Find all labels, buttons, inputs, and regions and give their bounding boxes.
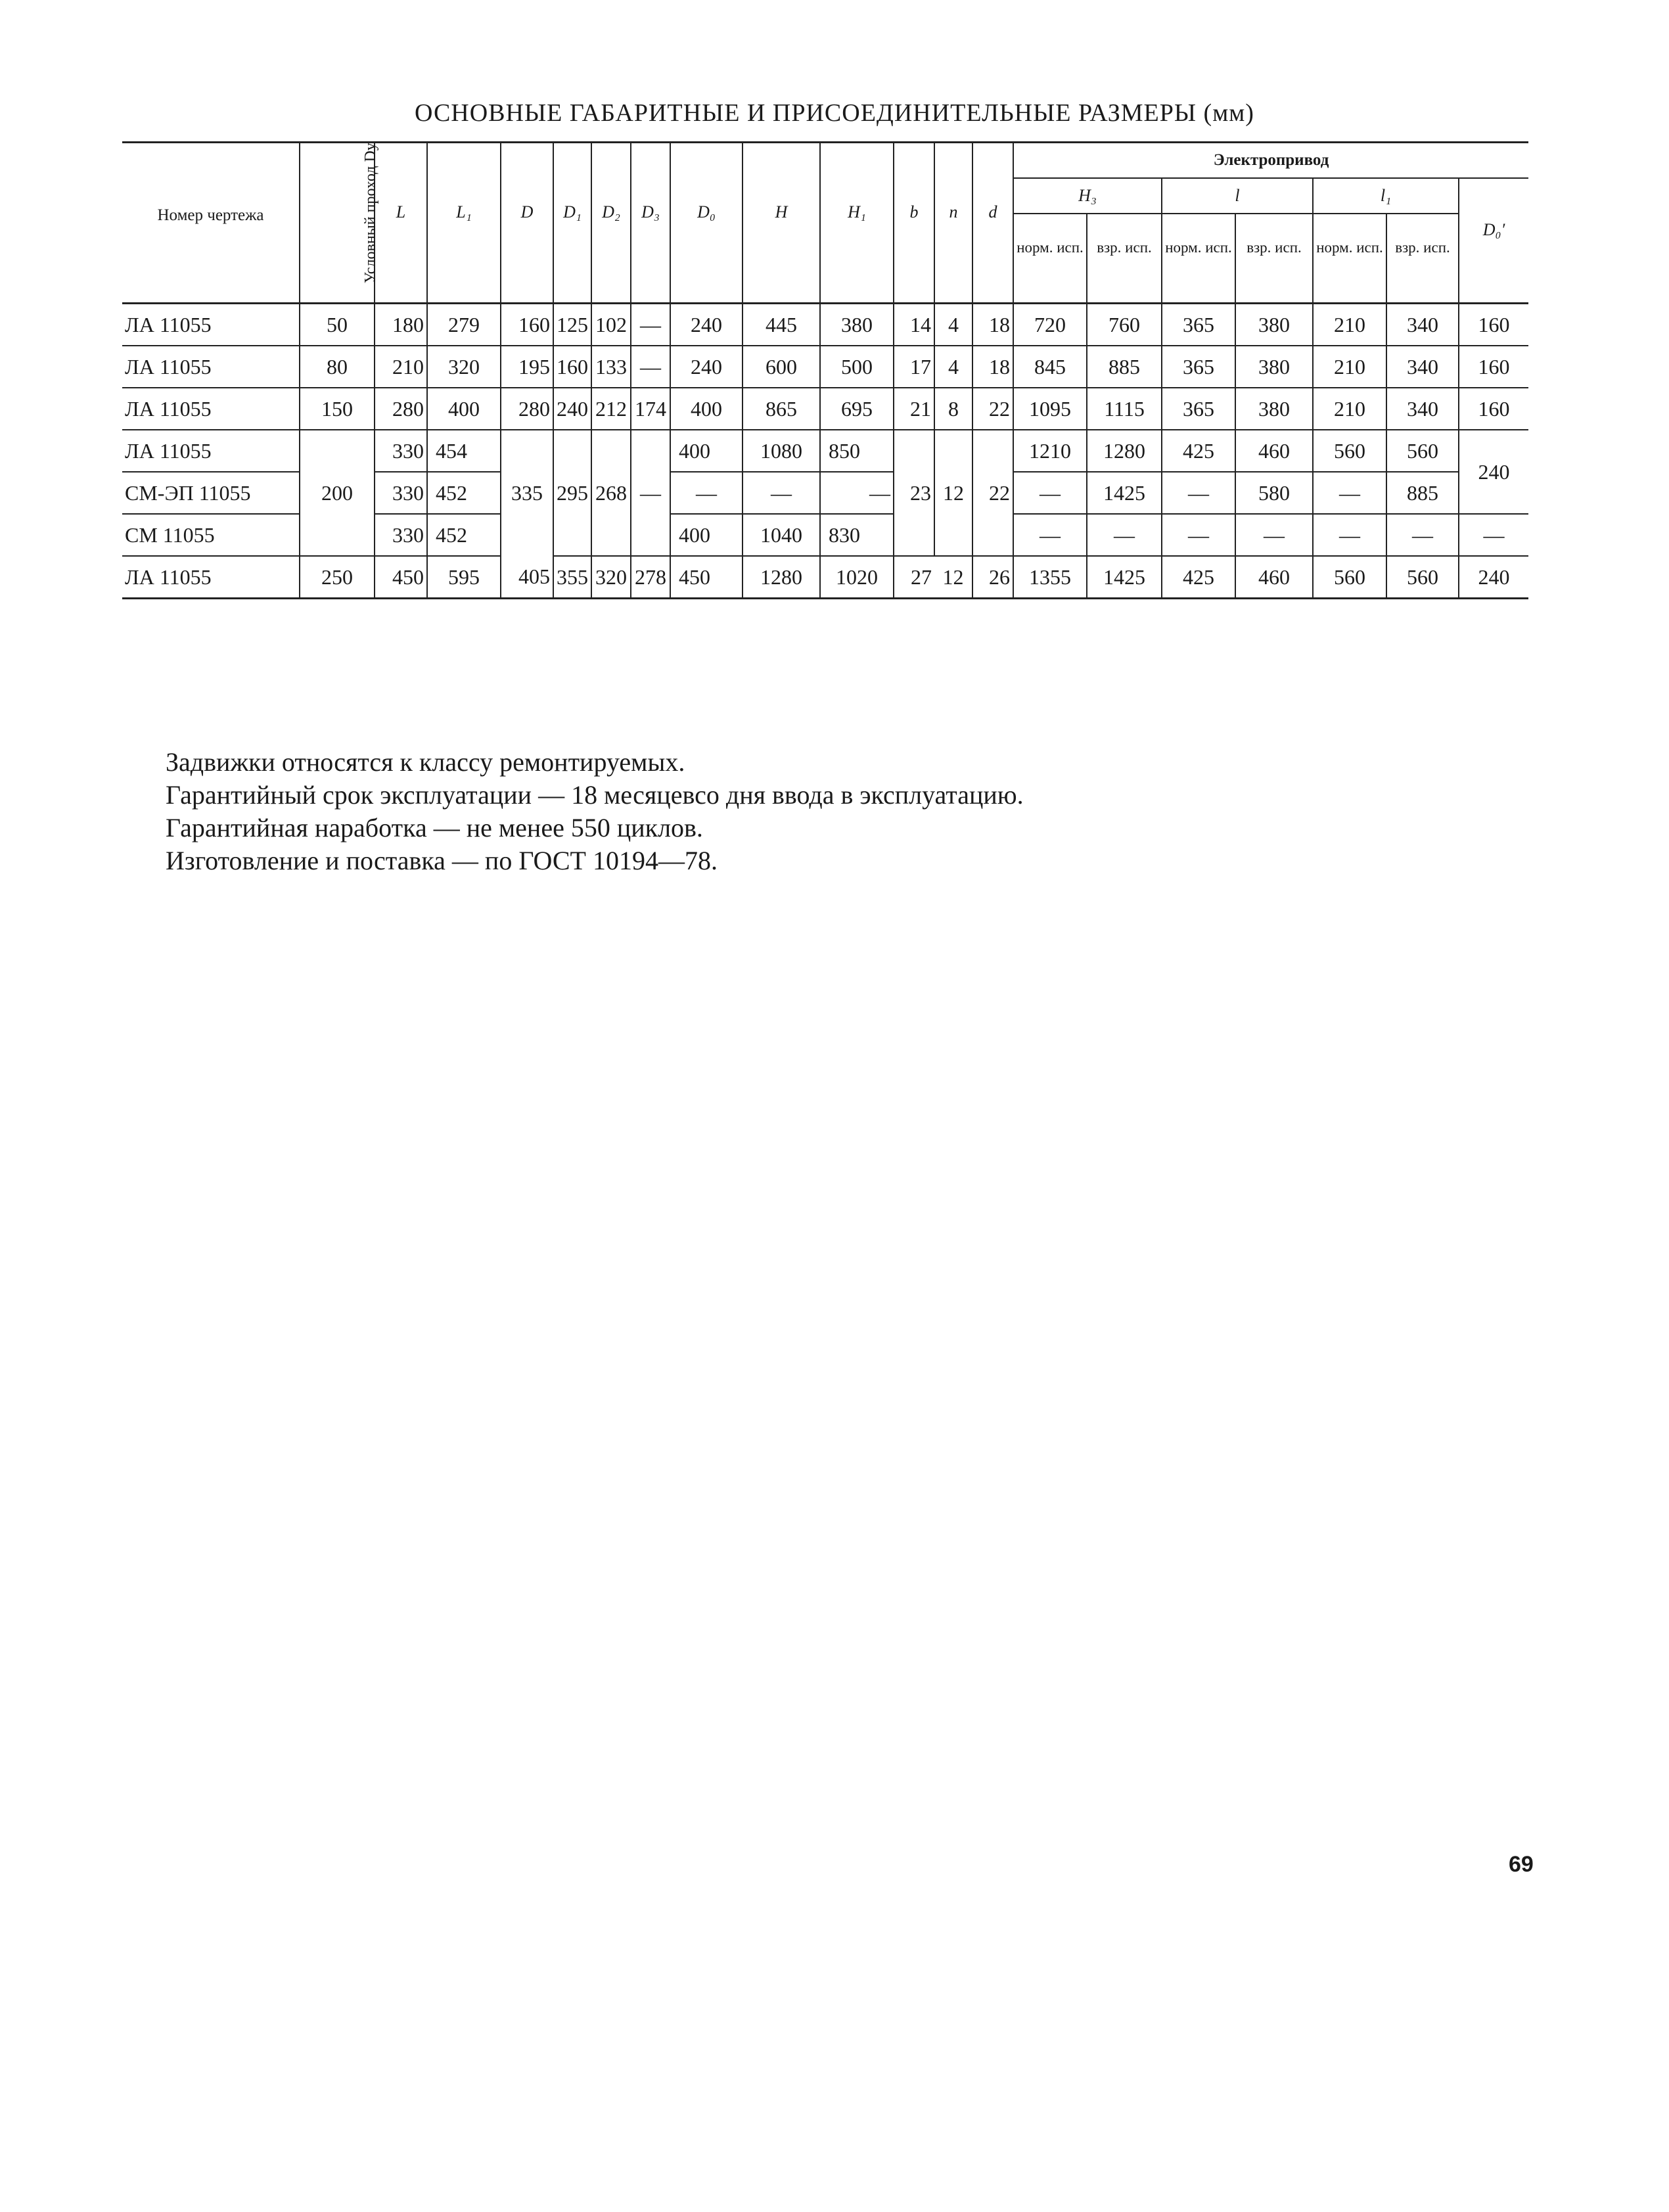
header-H3-norm: норм. исп.: [1013, 214, 1087, 281]
dimensions-table: [122, 141, 1528, 599]
table-title: ОСНОВНЫЕ ГАБАРИТНЫЕ И ПРИСОЕДИНИТЕЛЬНЫЕ РАЗМЕРЫ (мм): [415, 99, 1254, 127]
header-L1: L₁: [427, 143, 501, 282]
header-D2: D₂: [591, 143, 631, 282]
note-line: Гарантийный срок эксплуатации — 18 месяцевсо дня ввода в эксплуатацию.: [166, 780, 1024, 810]
header-D3: D₃: [631, 143, 670, 282]
note-line: Гарантийная наработка — не менее 550 циклов.: [166, 813, 703, 842]
header-D: D: [501, 143, 553, 282]
header-D1: D₁: [553, 143, 591, 282]
table-row: ЛА 11055 80 210 320 195 160 133 — 240 600 500 17 4 18 845 885 365 380 210 340 160: [122, 346, 1528, 388]
note-line: Изготовление и поставка — по ГОСТ 10194—78.: [166, 846, 718, 875]
note-line: Задвижки относятся к классу ремонтируемых.: [166, 747, 685, 777]
header-D0-prime: D₀′: [1459, 178, 1528, 281]
table-row: ЛА 11055 200 330 454 335 295 268 — 400 1080 850 23 12 22 1210 1280 425 460 560 560 240: [122, 430, 1528, 472]
header-l1: l₁: [1313, 178, 1459, 214]
header-d: d: [972, 143, 1013, 282]
header-b: b: [894, 143, 934, 282]
table-row: СМ 11055 330 452 400 1040 830 — — — — — — —: [122, 514, 1528, 556]
table-row: ЛА 11055 150 280 400 280 240 212 174 400 865 695 21 8 22 1095 1115 365 380 210 340 160: [122, 388, 1528, 430]
header-H: H: [743, 143, 820, 282]
header-drawing-number: Номер чертежа: [122, 143, 300, 282]
notes-block: [166, 746, 1024, 877]
table-row: ЛА 11055 50 180 279 160 125 102 — 240 445 380 14 4 18 720 760 365 380 210 340 160: [122, 304, 1528, 346]
header-l-expl: взр. исп.: [1235, 214, 1313, 281]
header-D0: D₀: [670, 143, 743, 282]
table-row: ЛА 11055 250 450 595 405 355 320 278 450 1280 1020 27 12 26 1355 1425 425 460 560 560 240: [122, 556, 1528, 599]
header-l-norm: норм. исп.: [1162, 214, 1235, 281]
header-L: L: [375, 143, 427, 282]
header-l1-expl: взр. исп.: [1386, 214, 1459, 281]
header-n: n: [934, 143, 972, 282]
header-l1-norm: норм. исп.: [1313, 214, 1386, 281]
header-l: l: [1162, 178, 1313, 214]
table-row: СМ-ЭП 11055 330 452 — — — — 1425 — 580 — 885: [122, 472, 1528, 514]
header-nominal-bore: [300, 143, 379, 284]
header-H3: H₃: [1013, 178, 1162, 214]
page-number: 69: [1509, 1852, 1534, 1877]
header-electric-drive: Электропривод: [1013, 143, 1528, 179]
header-H1: H₁: [820, 143, 894, 282]
header-H3-expl: взр. исп.: [1087, 214, 1162, 281]
header-nominal-bore-label: Условный проход Dy: [361, 143, 379, 284]
